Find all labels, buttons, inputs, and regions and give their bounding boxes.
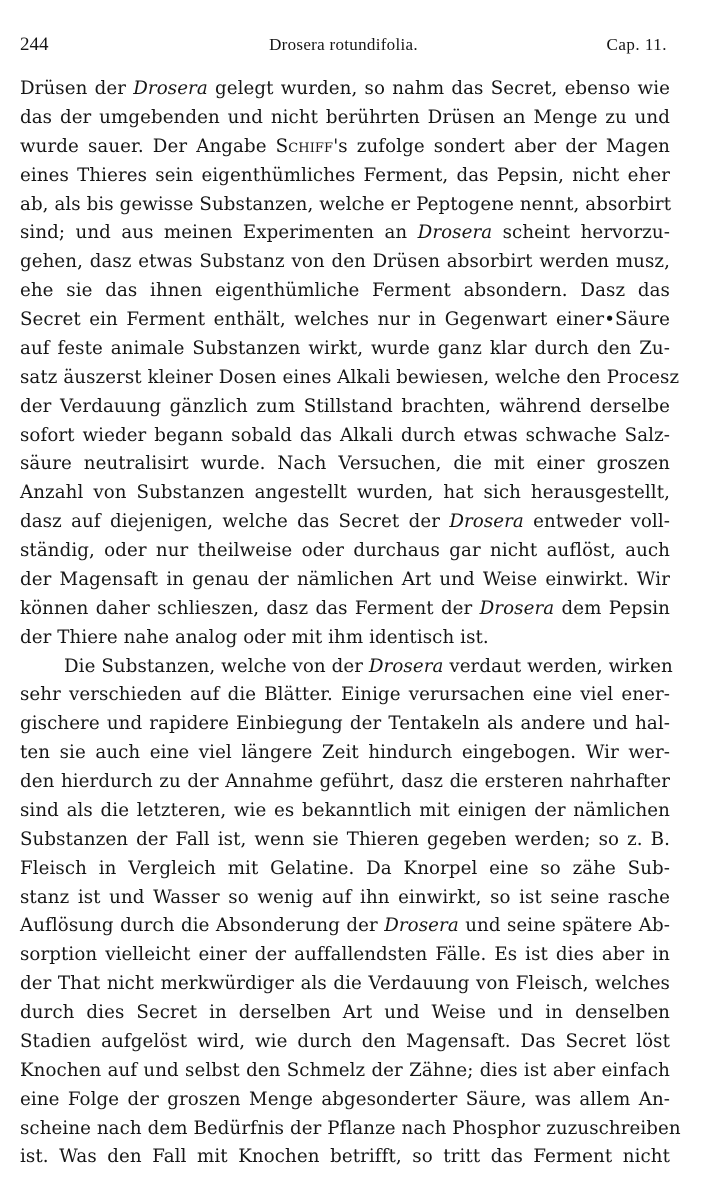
- italic-term: Drosera: [417, 222, 493, 244]
- text-line: ehe sie das ihnen eigenthümliche Ferment absondern. Dasz das: [20, 280, 670, 302]
- text-line: Drüsen der Drosera gelegt wurden, so nahm das Secret, ebenso wie: [20, 78, 670, 99]
- body-text: [20, 75, 681, 1172]
- text-line: der That nicht merkwürdiger als die Verdauung von Fleisch, welches: [20, 973, 670, 995]
- text-line: Anzahl von Substanzen angestellt wurden, hat sich herausgestellt,: [20, 482, 670, 504]
- italic-term: Drosera: [479, 597, 555, 619]
- text-line: den hierdurch zu der Annahme geführt, dasz die ersteren nahrhafter: [20, 771, 670, 792]
- text-line: können daher schlieszen, dasz das Ferment der Drosera dem Pepsin: [20, 597, 670, 619]
- text-line: sorption vielleicht einer der auffallendsten Fälle. Es ist dies aber in: [20, 944, 670, 966]
- text-line: ab, als bis gewisse Substanzen, welche er Peptogene nennt, absorbirt: [20, 193, 672, 215]
- text-line: säure neutralisirt wurde. Nach Versuchen, die mit einer groszen: [20, 453, 670, 475]
- text-line: dasz auf diejenigen, welche das Secret der Drosera entweder voll-: [20, 511, 670, 533]
- text-line: eines Thieres sein eigenthümliches Ferment, das Pepsin, nicht eher: [20, 164, 670, 186]
- chapter-label: Cap. 11.: [606, 35, 667, 54]
- text-line: Secret ein Ferment enthält, welches nur in Gegenwart einer•Säure: [20, 309, 670, 330]
- italic-term: Drosera: [449, 511, 524, 533]
- text-line: sehr verschieden auf die Blätter. Einige verursachen eine viel ener-: [20, 684, 670, 706]
- text-line: scheine nach dem Bedürfnis der Pflanze nach Phosphor zuzuschreiben: [20, 1117, 681, 1139]
- text-line: ten sie auch eine viel längere Zeit hindurch eingebogen. Wir wer-: [20, 742, 670, 764]
- text-line: Fleisch in Vergleich mit Gelatine. Da Knorpel eine so zähe Sub-: [20, 857, 670, 879]
- text-line: Die Substanzen, welche von der Drosera verdaut werden, wirken: [64, 655, 673, 677]
- text-line: ist. Was den Fall mit Knochen betrifft, so tritt das Ferment nicht: [20, 1146, 670, 1168]
- text-line: der Thiere nahe analog oder mit ihm identisch ist.: [20, 626, 489, 648]
- italic-term: Drosera: [133, 78, 208, 99]
- text-line: ständig, oder nur theilweise oder durchaus gar nicht auflöst, auch: [20, 540, 670, 561]
- text-line: das der umgebenden und nicht berührten Drüsen an Menge zu und: [20, 106, 670, 128]
- text-line: der Verdauung gänzlich zum Stillstand brachten, während derselbe: [20, 395, 670, 417]
- text-line: der Magensaft in genau der nämlichen Art und Weise einwirkt. Wir: [20, 568, 670, 590]
- text-line: auf feste animale Substanzen wirkt, wurde ganz klar durch den Zu-: [20, 337, 670, 359]
- text-line: wurde sauer. Der Angabe Schiff's zufolge sondert aber der Magen: [20, 135, 670, 157]
- italic-term: Drosera: [384, 915, 459, 937]
- italic-term: Drosera: [368, 655, 444, 677]
- running-title: Drosera rotundifolia.: [269, 35, 418, 54]
- text-line: durch dies Secret in derselben Art und Weise und in denselben: [20, 1002, 670, 1023]
- text-line: Substanzen der Fall ist, wenn sie Thieren gegeben werden; so z. B.: [20, 828, 670, 850]
- text-line: sind; und aus meinen Experimenten an Drosera scheint hervorzu-: [20, 222, 670, 244]
- small-caps-name: Schiff: [275, 135, 334, 157]
- text-line: sofort wieder begann sobald das Alkali durch etwas schwache Salz-: [20, 424, 670, 446]
- page-header: [20, 30, 667, 60]
- text-line: Auflösung durch die Absonderung der Drosera und seine spätere Ab-: [20, 915, 670, 937]
- text-line: gischere und rapidere Einbiegung der Tentakeln als andere und hal-: [20, 713, 670, 735]
- text-line: sind als die letzteren, wie es bekanntlich mit einigen der nämlichen: [20, 799, 670, 821]
- text-line: Stadien aufgelöst wird, wie durch den Magensaft. Das Secret löst: [20, 1030, 670, 1052]
- text-line: stanz ist und Wasser so wenig auf ihn einwirkt, so ist seine rasche: [20, 886, 670, 908]
- text-line: eine Folge der groszen Menge abgesonderter Säure, was allem An-: [20, 1088, 670, 1110]
- text-line: gehen, dasz etwas Substanz von den Drüsen absorbirt werden musz,: [20, 251, 670, 273]
- text-line: Knochen auf und selbst den Schmelz der Zähne; dies ist aber einfach: [20, 1059, 670, 1081]
- text-line: satz äuszerst kleiner Dosen eines Alkali bewiesen, welche den Procesz: [20, 366, 680, 388]
- page-number: 244: [20, 34, 49, 55]
